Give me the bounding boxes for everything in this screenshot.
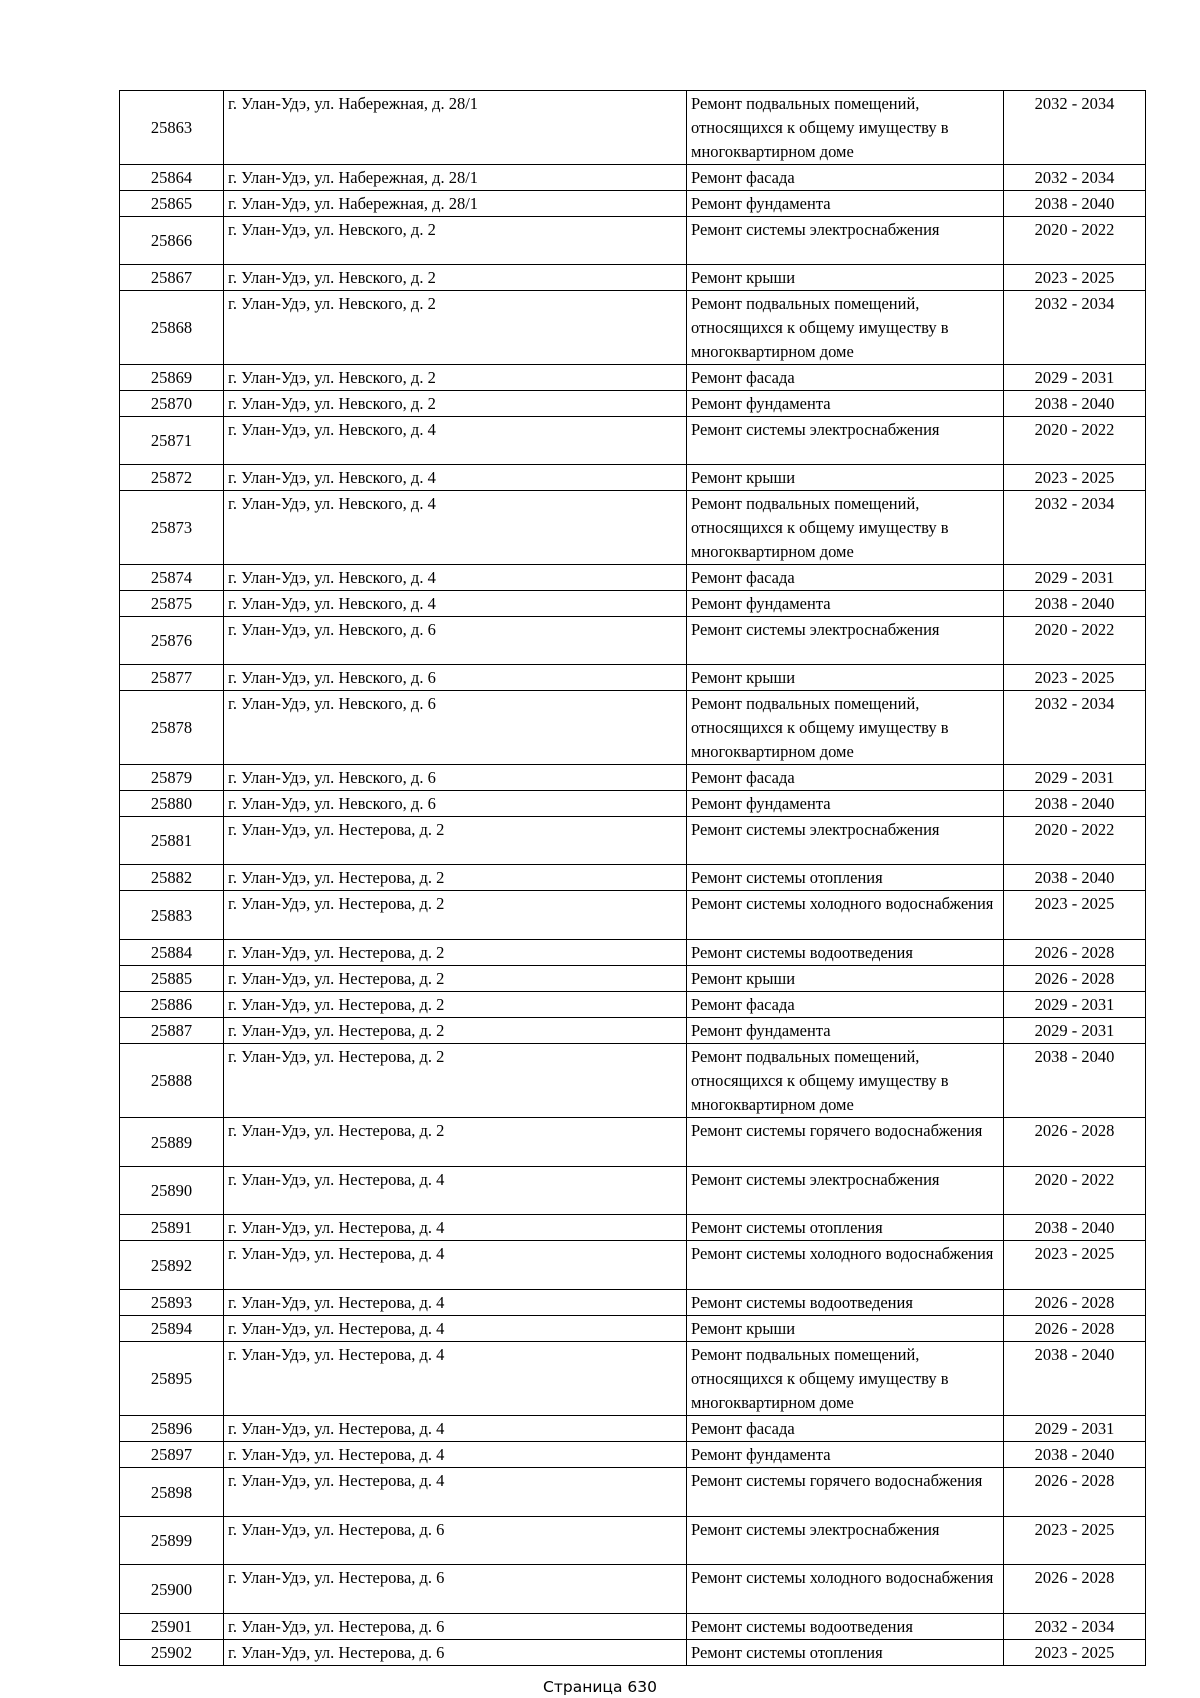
row-work-type-cell: Ремонт фундамента — [687, 391, 1004, 417]
row-address-cell: г. Улан-Удэ, ул. Невского, д. 2 — [224, 265, 687, 291]
row-id-cell: 25875 — [120, 591, 224, 617]
row-work-type-cell: Ремонт крыши — [687, 665, 1004, 691]
row-work-type-cell: Ремонт крыши — [687, 966, 1004, 992]
row-id-cell: 25867 — [120, 265, 224, 291]
table-row — [120, 465, 1146, 491]
row-work-type-cell: Ремонт системы отопления — [687, 1215, 1004, 1241]
table-row — [120, 1044, 1146, 1118]
row-address-cell: г. Улан-Удэ, ул. Невского, д. 2 — [224, 291, 687, 365]
row-period-cell: 2026 - 2028 — [1004, 1565, 1146, 1614]
row-period-cell: 2038 - 2040 — [1004, 391, 1146, 417]
row-address-cell: г. Улан-Удэ, ул. Набережная, д. 28/1 — [224, 165, 687, 191]
row-id-cell: 25878 — [120, 691, 224, 765]
row-address-cell: г. Улан-Удэ, ул. Нестерова, д. 4 — [224, 1215, 687, 1241]
row-period-cell: 2020 - 2022 — [1004, 617, 1146, 665]
table-row — [120, 1442, 1146, 1468]
row-work-type-cell: Ремонт системы холодного водоснабжения — [687, 1241, 1004, 1290]
row-id-cell: 25874 — [120, 565, 224, 591]
row-period-cell: 2029 - 2031 — [1004, 992, 1146, 1018]
row-period-cell: 2032 - 2034 — [1004, 91, 1146, 165]
row-period-cell: 2023 - 2025 — [1004, 1241, 1146, 1290]
row-period-cell: 2023 - 2025 — [1004, 1640, 1146, 1666]
table-row — [120, 691, 1146, 765]
row-period-cell: 2026 - 2028 — [1004, 940, 1146, 966]
row-id-cell: 25896 — [120, 1416, 224, 1442]
row-address-cell: г. Улан-Удэ, ул. Невского, д. 2 — [224, 365, 687, 391]
row-work-type-cell: Ремонт фундамента — [687, 191, 1004, 217]
table-row — [120, 1018, 1146, 1044]
row-address-cell: г. Улан-Удэ, ул. Нестерова, д. 4 — [224, 1167, 687, 1215]
row-work-type-cell: Ремонт подвальных помещений, относящихся к общему имуществу в многоквартирном доме — [687, 1044, 1004, 1118]
row-id-cell: 25889 — [120, 1118, 224, 1167]
row-address-cell: г. Улан-Удэ, ул. Нестерова, д. 2 — [224, 891, 687, 940]
row-address-cell: г. Улан-Удэ, ул. Невского, д. 6 — [224, 765, 687, 791]
table-row — [120, 865, 1146, 891]
table-row — [120, 992, 1146, 1018]
row-address-cell: г. Улан-Удэ, ул. Нестерова, д. 4 — [224, 1416, 687, 1442]
row-address-cell: г. Улан-Удэ, ул. Невского, д. 2 — [224, 217, 687, 265]
row-period-cell: 2020 - 2022 — [1004, 1167, 1146, 1215]
table-row — [120, 91, 1146, 165]
row-address-cell: г. Улан-Удэ, ул. Нестерова, д. 2 — [224, 992, 687, 1018]
row-work-type-cell: Ремонт системы отопления — [687, 865, 1004, 891]
row-work-type-cell: Ремонт подвальных помещений, относящихся к общему имуществу в многоквартирном доме — [687, 1342, 1004, 1416]
row-period-cell: 2020 - 2022 — [1004, 817, 1146, 865]
row-period-cell: 2023 - 2025 — [1004, 1517, 1146, 1565]
row-id-cell: 25873 — [120, 491, 224, 565]
row-id-cell: 25879 — [120, 765, 224, 791]
row-address-cell: г. Улан-Удэ, ул. Нестерова, д. 2 — [224, 1018, 687, 1044]
row-period-cell: 2026 - 2028 — [1004, 1290, 1146, 1316]
row-period-cell: 2038 - 2040 — [1004, 1215, 1146, 1241]
row-id-cell: 25885 — [120, 966, 224, 992]
row-work-type-cell: Ремонт системы горячего водоснабжения — [687, 1468, 1004, 1517]
row-period-cell: 2026 - 2028 — [1004, 1468, 1146, 1517]
row-address-cell: г. Улан-Удэ, ул. Нестерова, д. 6 — [224, 1565, 687, 1614]
row-work-type-cell: Ремонт фасада — [687, 165, 1004, 191]
row-work-type-cell: Ремонт фундамента — [687, 1018, 1004, 1044]
row-period-cell: 2038 - 2040 — [1004, 1044, 1146, 1118]
row-id-cell: 25888 — [120, 1044, 224, 1118]
row-period-cell: 2029 - 2031 — [1004, 365, 1146, 391]
row-id-cell: 25897 — [120, 1442, 224, 1468]
row-work-type-cell: Ремонт системы отопления — [687, 1640, 1004, 1666]
row-id-cell: 25863 — [120, 91, 224, 165]
row-address-cell: г. Улан-Удэ, ул. Невского, д. 6 — [224, 691, 687, 765]
table-row — [120, 217, 1146, 265]
row-work-type-cell: Ремонт системы электроснабжения — [687, 1517, 1004, 1565]
row-work-type-cell: Ремонт подвальных помещений, относящихся к общему имуществу в многоквартирном доме — [687, 491, 1004, 565]
row-address-cell: г. Улан-Удэ, ул. Нестерова, д. 4 — [224, 1442, 687, 1468]
row-period-cell: 2029 - 2031 — [1004, 1018, 1146, 1044]
table-row — [120, 1640, 1146, 1666]
row-address-cell: г. Улан-Удэ, ул. Набережная, д. 28/1 — [224, 91, 687, 165]
row-address-cell: г. Улан-Удэ, ул. Нестерова, д. 4 — [224, 1290, 687, 1316]
row-address-cell: г. Улан-Удэ, ул. Невского, д. 4 — [224, 565, 687, 591]
row-address-cell: г. Улан-Удэ, ул. Невского, д. 4 — [224, 417, 687, 465]
row-period-cell: 2026 - 2028 — [1004, 966, 1146, 992]
row-id-cell: 25883 — [120, 891, 224, 940]
row-work-type-cell: Ремонт системы водоотведения — [687, 1614, 1004, 1640]
row-work-type-cell: Ремонт фасада — [687, 1416, 1004, 1442]
row-period-cell: 2032 - 2034 — [1004, 691, 1146, 765]
table-row — [120, 966, 1146, 992]
table-row — [120, 1517, 1146, 1565]
table-row — [120, 1241, 1146, 1290]
row-id-cell: 25890 — [120, 1167, 224, 1215]
row-id-cell: 25868 — [120, 291, 224, 365]
table-row — [120, 940, 1146, 966]
row-work-type-cell: Ремонт крыши — [687, 465, 1004, 491]
row-address-cell: г. Улан-Удэ, ул. Нестерова, д. 2 — [224, 940, 687, 966]
table-row — [120, 365, 1146, 391]
row-id-cell: 25895 — [120, 1342, 224, 1416]
table-row — [120, 417, 1146, 465]
row-work-type-cell: Ремонт системы электроснабжения — [687, 817, 1004, 865]
row-work-type-cell: Ремонт системы электроснабжения — [687, 417, 1004, 465]
table-row — [120, 265, 1146, 291]
row-period-cell: 2020 - 2022 — [1004, 217, 1146, 265]
table-row — [120, 191, 1146, 217]
table-row — [120, 491, 1146, 565]
row-address-cell: г. Улан-Удэ, ул. Нестерова, д. 2 — [224, 1118, 687, 1167]
row-period-cell: 2023 - 2025 — [1004, 465, 1146, 491]
row-work-type-cell: Ремонт подвальных помещений, относящихся к общему имуществу в многоквартирном доме — [687, 91, 1004, 165]
row-id-cell: 25882 — [120, 865, 224, 891]
row-work-type-cell: Ремонт подвальных помещений, относящихся к общему имуществу в многоквартирном доме — [687, 691, 1004, 765]
row-work-type-cell: Ремонт подвальных помещений, относящихся к общему имуществу в многоквартирном доме — [687, 291, 1004, 365]
row-id-cell: 25871 — [120, 417, 224, 465]
row-address-cell: г. Улан-Удэ, ул. Нестерова, д. 4 — [224, 1342, 687, 1416]
table-body — [120, 91, 1146, 1666]
table-row — [120, 591, 1146, 617]
row-id-cell: 25899 — [120, 1517, 224, 1565]
row-period-cell: 2023 - 2025 — [1004, 665, 1146, 691]
row-id-cell: 25869 — [120, 365, 224, 391]
row-address-cell: г. Улан-Удэ, ул. Нестерова, д. 2 — [224, 966, 687, 992]
row-work-type-cell: Ремонт системы холодного водоснабжения — [687, 1565, 1004, 1614]
row-id-cell: 25880 — [120, 791, 224, 817]
row-address-cell: г. Улан-Удэ, ул. Нестерова, д. 4 — [224, 1241, 687, 1290]
row-period-cell: 2032 - 2034 — [1004, 491, 1146, 565]
row-id-cell: 25901 — [120, 1614, 224, 1640]
row-id-cell: 25870 — [120, 391, 224, 417]
row-work-type-cell: Ремонт фасада — [687, 565, 1004, 591]
row-period-cell: 2032 - 2034 — [1004, 1614, 1146, 1640]
row-work-type-cell: Ремонт фундамента — [687, 791, 1004, 817]
row-period-cell: 2032 - 2034 — [1004, 291, 1146, 365]
row-id-cell: 25884 — [120, 940, 224, 966]
row-period-cell: 2029 - 2031 — [1004, 1416, 1146, 1442]
row-period-cell: 2023 - 2025 — [1004, 891, 1146, 940]
row-work-type-cell: Ремонт системы электроснабжения — [687, 1167, 1004, 1215]
table-row — [120, 1290, 1146, 1316]
row-id-cell: 25881 — [120, 817, 224, 865]
table-row — [120, 1342, 1146, 1416]
table-row — [120, 665, 1146, 691]
row-address-cell: г. Улан-Удэ, ул. Невского, д. 6 — [224, 665, 687, 691]
row-id-cell: 25865 — [120, 191, 224, 217]
row-period-cell: 2020 - 2022 — [1004, 417, 1146, 465]
row-period-cell: 2038 - 2040 — [1004, 1442, 1146, 1468]
row-work-type-cell: Ремонт системы горячего водоснабжения — [687, 1118, 1004, 1167]
row-address-cell: г. Улан-Удэ, ул. Нестерова, д. 2 — [224, 817, 687, 865]
row-id-cell: 25900 — [120, 1565, 224, 1614]
row-period-cell: 2038 - 2040 — [1004, 1342, 1146, 1416]
row-work-type-cell: Ремонт системы электроснабжения — [687, 617, 1004, 665]
row-address-cell: г. Улан-Удэ, ул. Нестерова, д. 6 — [224, 1640, 687, 1666]
row-work-type-cell: Ремонт фасада — [687, 365, 1004, 391]
row-work-type-cell: Ремонт системы холодного водоснабжения — [687, 891, 1004, 940]
row-period-cell: 2029 - 2031 — [1004, 765, 1146, 791]
row-id-cell: 25866 — [120, 217, 224, 265]
row-address-cell: г. Улан-Удэ, ул. Невского, д. 6 — [224, 617, 687, 665]
row-period-cell: 2023 - 2025 — [1004, 265, 1146, 291]
row-address-cell: г. Улан-Удэ, ул. Нестерова, д. 4 — [224, 1316, 687, 1342]
row-address-cell: г. Улан-Удэ, ул. Нестерова, д. 6 — [224, 1517, 687, 1565]
table-row — [120, 1565, 1146, 1614]
table-row — [120, 1167, 1146, 1215]
table-row — [120, 791, 1146, 817]
table-row — [120, 817, 1146, 865]
row-id-cell: 25872 — [120, 465, 224, 491]
row-period-cell: 2026 - 2028 — [1004, 1118, 1146, 1167]
table-row — [120, 1316, 1146, 1342]
row-work-type-cell: Ремонт системы водоотведения — [687, 1290, 1004, 1316]
row-work-type-cell: Ремонт системы электроснабжения — [687, 217, 1004, 265]
row-address-cell: г. Улан-Удэ, ул. Нестерова, д. 4 — [224, 1468, 687, 1517]
row-id-cell: 25902 — [120, 1640, 224, 1666]
page-number: Страница 630 — [543, 1678, 657, 1696]
table-row — [120, 391, 1146, 417]
table-row — [120, 1215, 1146, 1241]
table-row — [120, 765, 1146, 791]
table-row — [120, 617, 1146, 665]
table-row — [120, 1614, 1146, 1640]
row-id-cell: 25892 — [120, 1241, 224, 1290]
row-work-type-cell: Ремонт системы водоотведения — [687, 940, 1004, 966]
row-address-cell: г. Улан-Удэ, ул. Нестерова, д. 6 — [224, 1614, 687, 1640]
row-period-cell: 2026 - 2028 — [1004, 1316, 1146, 1342]
row-period-cell: 2038 - 2040 — [1004, 191, 1146, 217]
row-id-cell: 25893 — [120, 1290, 224, 1316]
table-row — [120, 1468, 1146, 1517]
table-row — [120, 165, 1146, 191]
row-id-cell: 25864 — [120, 165, 224, 191]
table-row — [120, 891, 1146, 940]
row-address-cell: г. Улан-Удэ, ул. Невского, д. 4 — [224, 465, 687, 491]
row-work-type-cell: Ремонт фундамента — [687, 1442, 1004, 1468]
row-address-cell: г. Улан-Удэ, ул. Невского, д. 4 — [224, 591, 687, 617]
table-row — [120, 1118, 1146, 1167]
row-address-cell: г. Улан-Удэ, ул. Невского, д. 4 — [224, 491, 687, 565]
table-row — [120, 291, 1146, 365]
row-id-cell: 25894 — [120, 1316, 224, 1342]
row-period-cell: 2029 - 2031 — [1004, 565, 1146, 591]
table-row — [120, 1416, 1146, 1442]
row-work-type-cell: Ремонт фасада — [687, 992, 1004, 1018]
row-address-cell: г. Улан-Удэ, ул. Набережная, д. 28/1 — [224, 191, 687, 217]
row-period-cell: 2038 - 2040 — [1004, 865, 1146, 891]
row-id-cell: 25876 — [120, 617, 224, 665]
row-address-cell: г. Улан-Удэ, ул. Невского, д. 6 — [224, 791, 687, 817]
row-id-cell: 25898 — [120, 1468, 224, 1517]
row-address-cell: г. Улан-Удэ, ул. Нестерова, д. 2 — [224, 1044, 687, 1118]
row-address-cell: г. Улан-Удэ, ул. Нестерова, д. 2 — [224, 865, 687, 891]
work-schedule-table — [119, 90, 1146, 1666]
row-work-type-cell: Ремонт фасада — [687, 765, 1004, 791]
row-id-cell: 25886 — [120, 992, 224, 1018]
row-id-cell: 25891 — [120, 1215, 224, 1241]
table-row — [120, 565, 1146, 591]
row-id-cell: 25887 — [120, 1018, 224, 1044]
row-period-cell: 2038 - 2040 — [1004, 591, 1146, 617]
row-period-cell: 2038 - 2040 — [1004, 791, 1146, 817]
row-work-type-cell: Ремонт фундамента — [687, 591, 1004, 617]
row-id-cell: 25877 — [120, 665, 224, 691]
row-work-type-cell: Ремонт крыши — [687, 1316, 1004, 1342]
row-period-cell: 2032 - 2034 — [1004, 165, 1146, 191]
row-address-cell: г. Улан-Удэ, ул. Невского, д. 2 — [224, 391, 687, 417]
row-work-type-cell: Ремонт крыши — [687, 265, 1004, 291]
